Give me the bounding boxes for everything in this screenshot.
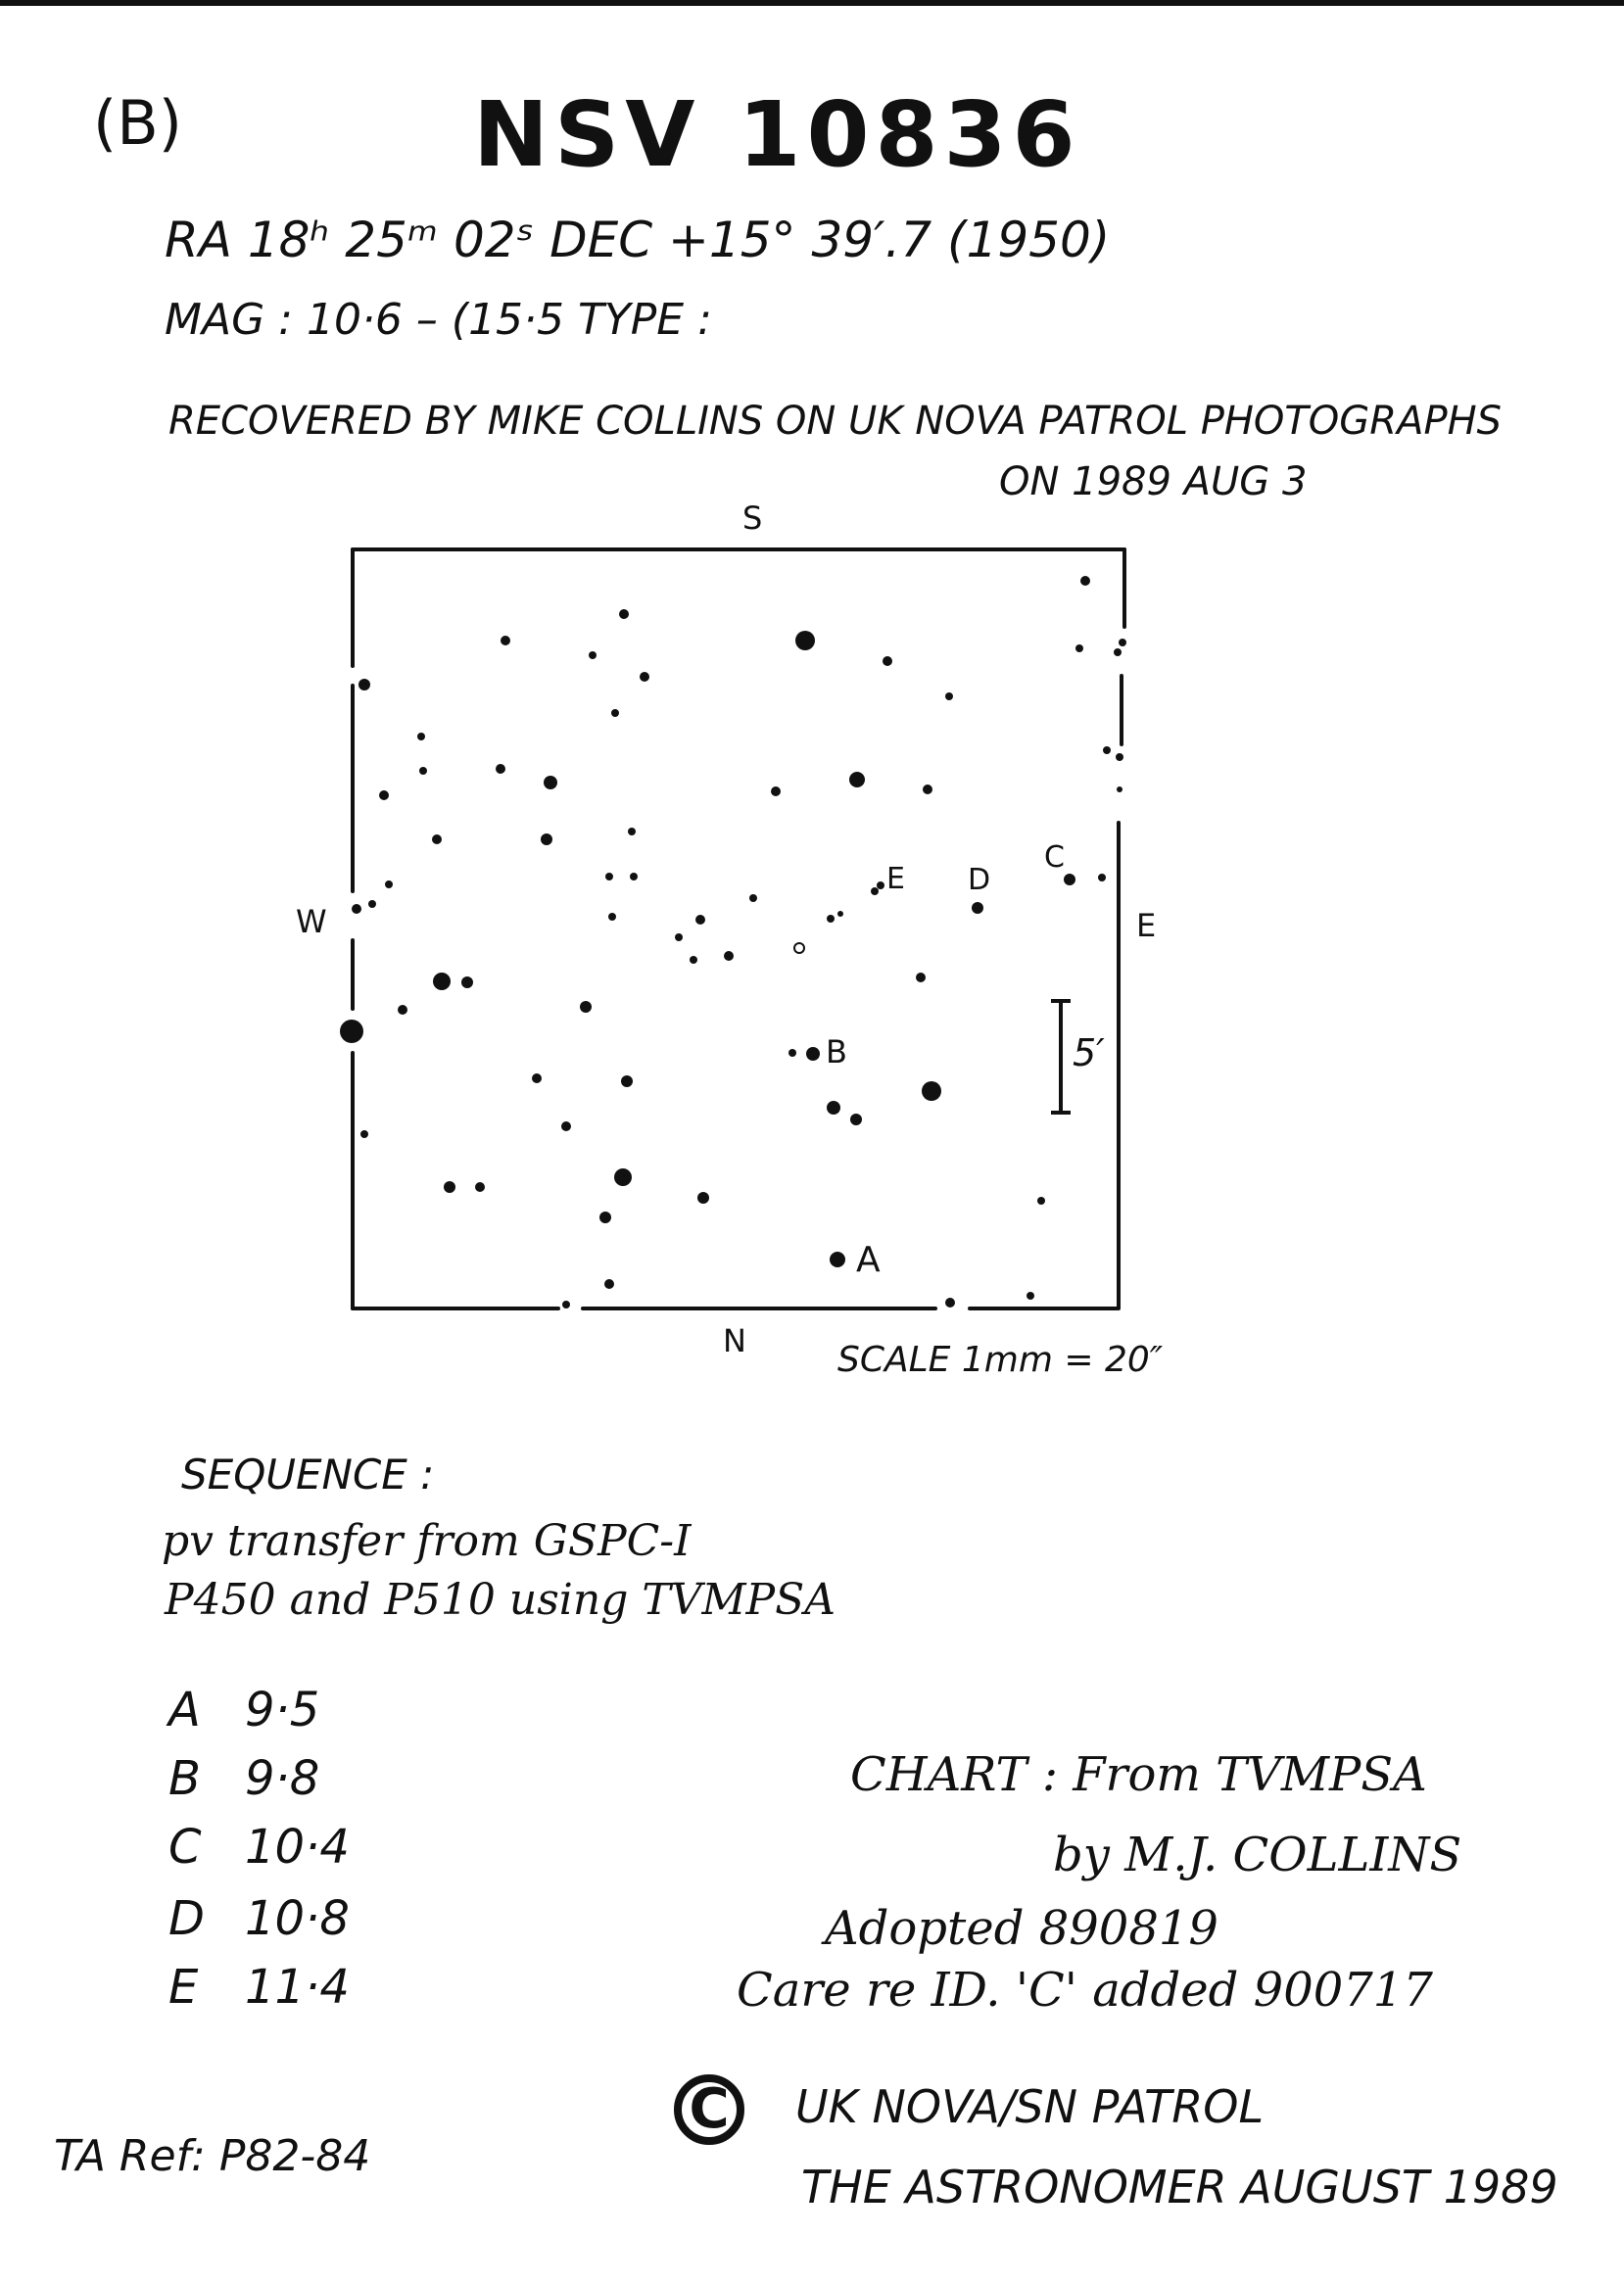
magnitude-line: MAG : 10·6 – (15·5 TYPE : xyxy=(165,295,712,345)
sequence-mag: 10·4 xyxy=(245,1820,350,1875)
recovery-line-2: ON 1989 AUG 3 xyxy=(999,459,1308,504)
direction-west: W xyxy=(296,903,327,940)
chart-label: (B) xyxy=(93,87,182,159)
scale-bar xyxy=(1051,1001,1071,1113)
sequence-row-e xyxy=(168,1960,350,2015)
star-e xyxy=(877,881,884,889)
star-label-a: A xyxy=(856,1240,881,1280)
adopted-date: Adopted 890819 xyxy=(825,1901,1218,1956)
sequence-label: SEQUENCE : xyxy=(181,1451,435,1498)
copyright-icon: C xyxy=(674,2074,744,2145)
star-d xyxy=(972,902,983,914)
star-label-d: D xyxy=(968,863,991,897)
sequence-note-line-2: P450 and P510 using TVMPSA xyxy=(165,1575,836,1625)
sequence-mag: 9·8 xyxy=(245,1751,320,1806)
star-label-c: C xyxy=(1044,840,1065,875)
ta-reference: TA Ref: P82-84 xyxy=(54,2131,371,2181)
sequence-row-b xyxy=(168,1751,320,1806)
sequence-letter: E xyxy=(168,1960,199,2015)
direction-east: E xyxy=(1136,907,1157,944)
chart-credit-line-2: by M.J. COLLINS xyxy=(1053,1828,1462,1882)
sequence-note-line-1: pv transfer from GSPC-I xyxy=(162,1516,692,1566)
direction-north: N xyxy=(723,1322,746,1359)
revision-note: Care re ID. 'C' added 900717 xyxy=(737,1963,1433,2018)
chart-credit-line-1: CHART : From TVMPSA xyxy=(850,1747,1427,1802)
field-stars xyxy=(340,576,1126,1308)
coordinates-line: RA 18ʰ 25ᵐ 02ˢ DEC +15° 39′.7 (1950) xyxy=(165,212,1111,268)
sequence-row-c xyxy=(168,1820,350,1875)
sequence-letter: B xyxy=(168,1751,201,1806)
star-label-e: E xyxy=(886,862,905,896)
direction-south: S xyxy=(742,499,763,537)
sequence-mag: 9·5 xyxy=(245,1683,320,1737)
star-c xyxy=(1064,874,1075,885)
sequence-letter: D xyxy=(168,1891,205,1946)
sequence-mag: 10·8 xyxy=(245,1891,350,1946)
sequence-letter: C xyxy=(168,1820,202,1875)
chart-scale-text: SCALE 1mm = 20″ xyxy=(837,1340,1164,1380)
sequence-mag: 11·4 xyxy=(245,1960,350,2015)
chart-frame xyxy=(353,549,1124,1308)
sequence-stars xyxy=(806,874,1075,1267)
star-a xyxy=(830,1252,845,1267)
page-title: NSV 10836 xyxy=(473,82,1081,187)
star-b xyxy=(806,1047,820,1061)
patrol-name: UK NOVA/SN PATROL xyxy=(795,2080,1265,2133)
scale-bar-label: 5′ xyxy=(1073,1031,1105,1074)
sequence-row-d xyxy=(168,1891,350,1946)
sequence-row-a xyxy=(168,1683,320,1737)
recovery-line-1: RECOVERED BY MIKE COLLINS ON UK NOVA PATROL PHOTOGRAPHS xyxy=(168,399,1503,444)
publication-line: THE ASTRONOMER AUGUST 1989 xyxy=(801,2161,1558,2213)
star-label-b: B xyxy=(826,1033,847,1070)
sequence-letter: A xyxy=(168,1683,201,1737)
